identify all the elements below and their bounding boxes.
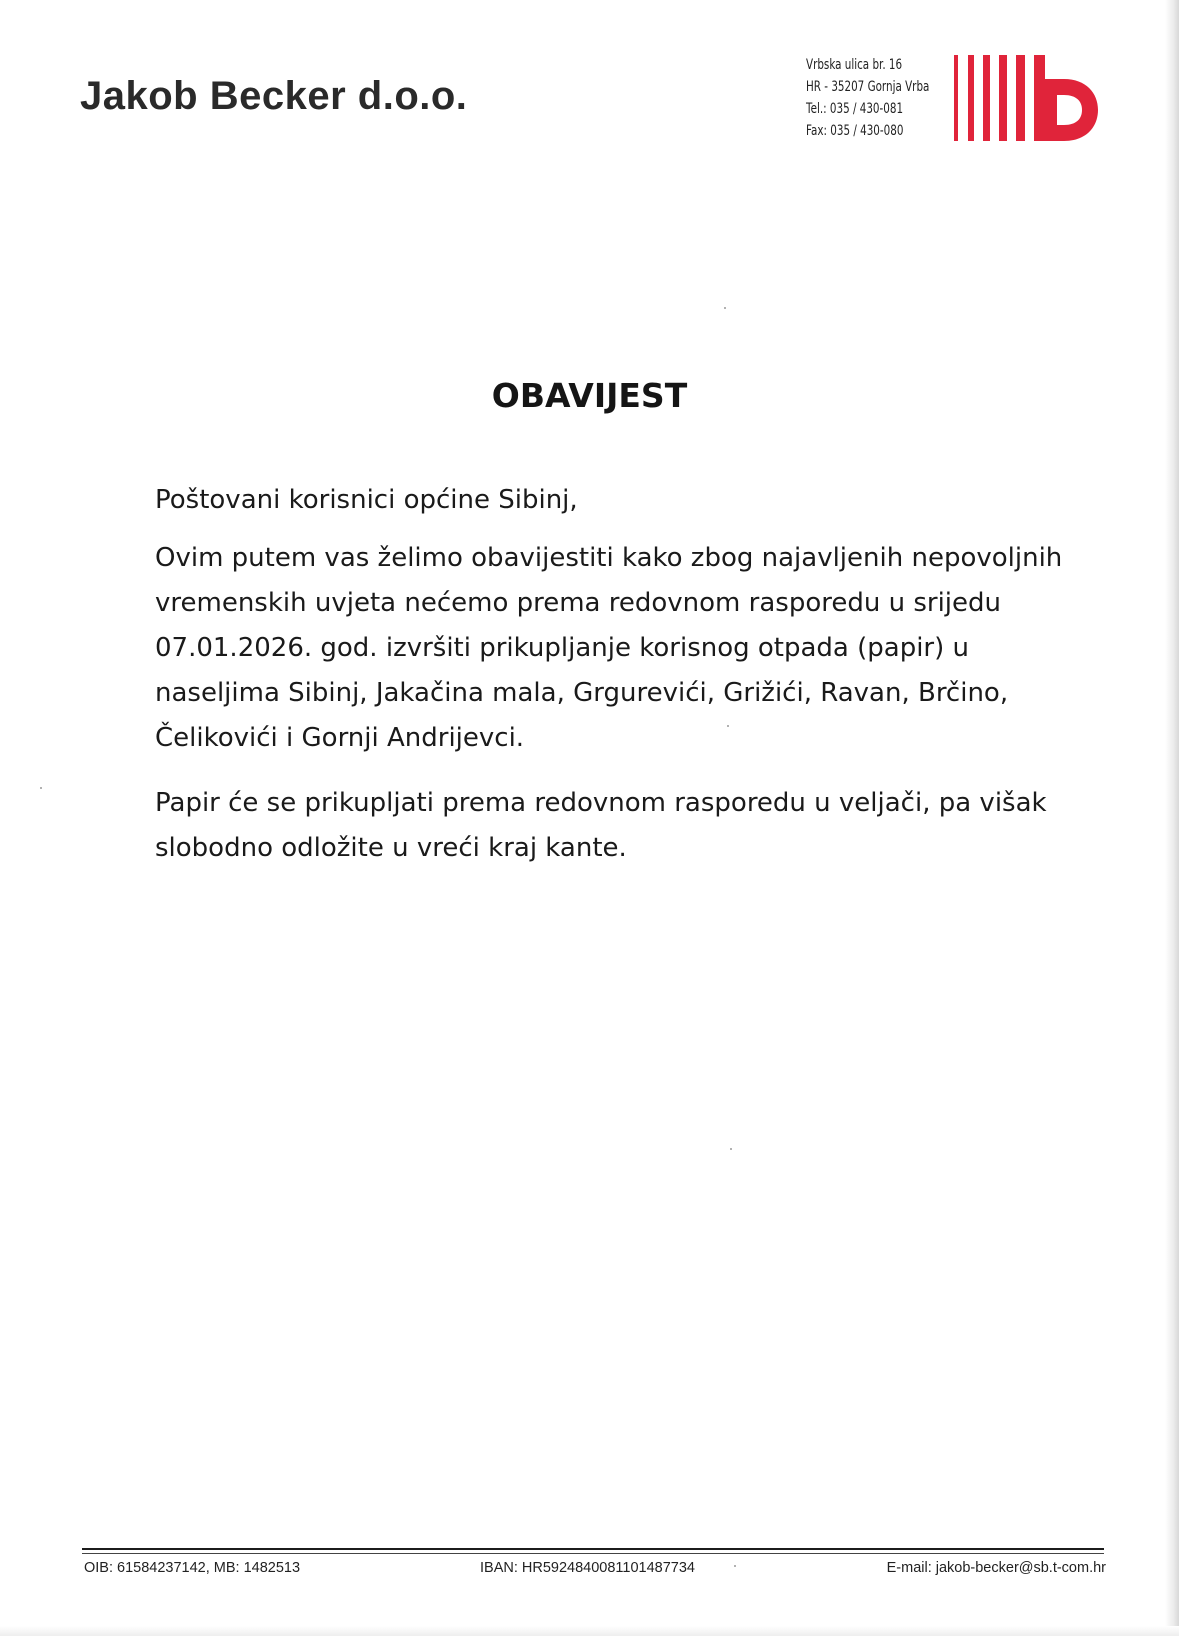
address-city: HR - 35207 Gornja Vrba	[806, 79, 930, 95]
footer-divider-thin	[82, 1553, 1104, 1554]
notice-paragraph-1	[155, 536, 1075, 761]
address-fax: Fax: 035 / 430-080	[806, 123, 904, 139]
address-phone: Tel.: 035 / 430-081	[806, 101, 904, 117]
paragraph-line: vremenskih uvjeta nećemo prema redovnom rasporedu u srijedu	[155, 588, 1001, 618]
footer-iban: IBAN: HR5924840081101487734	[480, 1560, 695, 1576]
scan-speck	[727, 725, 729, 727]
paragraph-line: Papir će se prikupljati prema redovnom rasporedu u veljači, pa višak	[155, 788, 1047, 818]
page-right-shadow	[1165, 0, 1179, 1636]
scan-speck	[734, 1565, 736, 1567]
paragraph-line: naseljima Sibinj, Jakačina mala, Grgurevići, Grižići, Ravan, Brčino,	[155, 678, 1009, 708]
logo-bar	[954, 55, 958, 141]
logo-bar	[1034, 55, 1045, 141]
paragraph-line: Čelikovići i Gornji Andrijevci.	[155, 723, 525, 753]
logo-bar	[1016, 55, 1025, 141]
footer-email: E-mail: jakob-becker@sb.t-com.hr	[886, 1560, 1106, 1576]
paragraph-line: Ovim putem vas želimo obavijestiti kako zbog najavljenih nepovoljnih	[155, 543, 1063, 573]
footer-divider	[82, 1548, 1104, 1550]
notice-paragraph-2	[155, 781, 1075, 871]
scan-speck	[40, 787, 42, 789]
company-address-block	[806, 54, 929, 142]
jb-logo-icon	[954, 55, 1100, 141]
scan-speck	[730, 1148, 732, 1150]
notice-title: OBAVIJEST	[491, 376, 688, 415]
address-street: Vrbska ulica br. 16	[806, 57, 903, 73]
logo-bar	[968, 55, 974, 141]
paragraph-line: 07.01.2026. god. izvršiti prikupljanje korisnog otpada (papir) u	[155, 633, 970, 663]
paragraph-line: slobodno odložite u vreći kraj kante.	[155, 833, 627, 863]
footer-oib-mb: OIB: 61584237142, MB: 1482513	[84, 1560, 301, 1576]
scan-speck	[724, 307, 726, 309]
page-bottom-edge	[0, 1626, 1179, 1636]
logo-bar	[983, 55, 990, 141]
company-name: Jakob Becker d.o.o.	[80, 74, 468, 118]
logo-b-bowl	[1045, 79, 1098, 141]
logo-bar	[999, 55, 1007, 141]
notice-greeting: Poštovani korisnici općine Sibinj,	[155, 485, 578, 515]
